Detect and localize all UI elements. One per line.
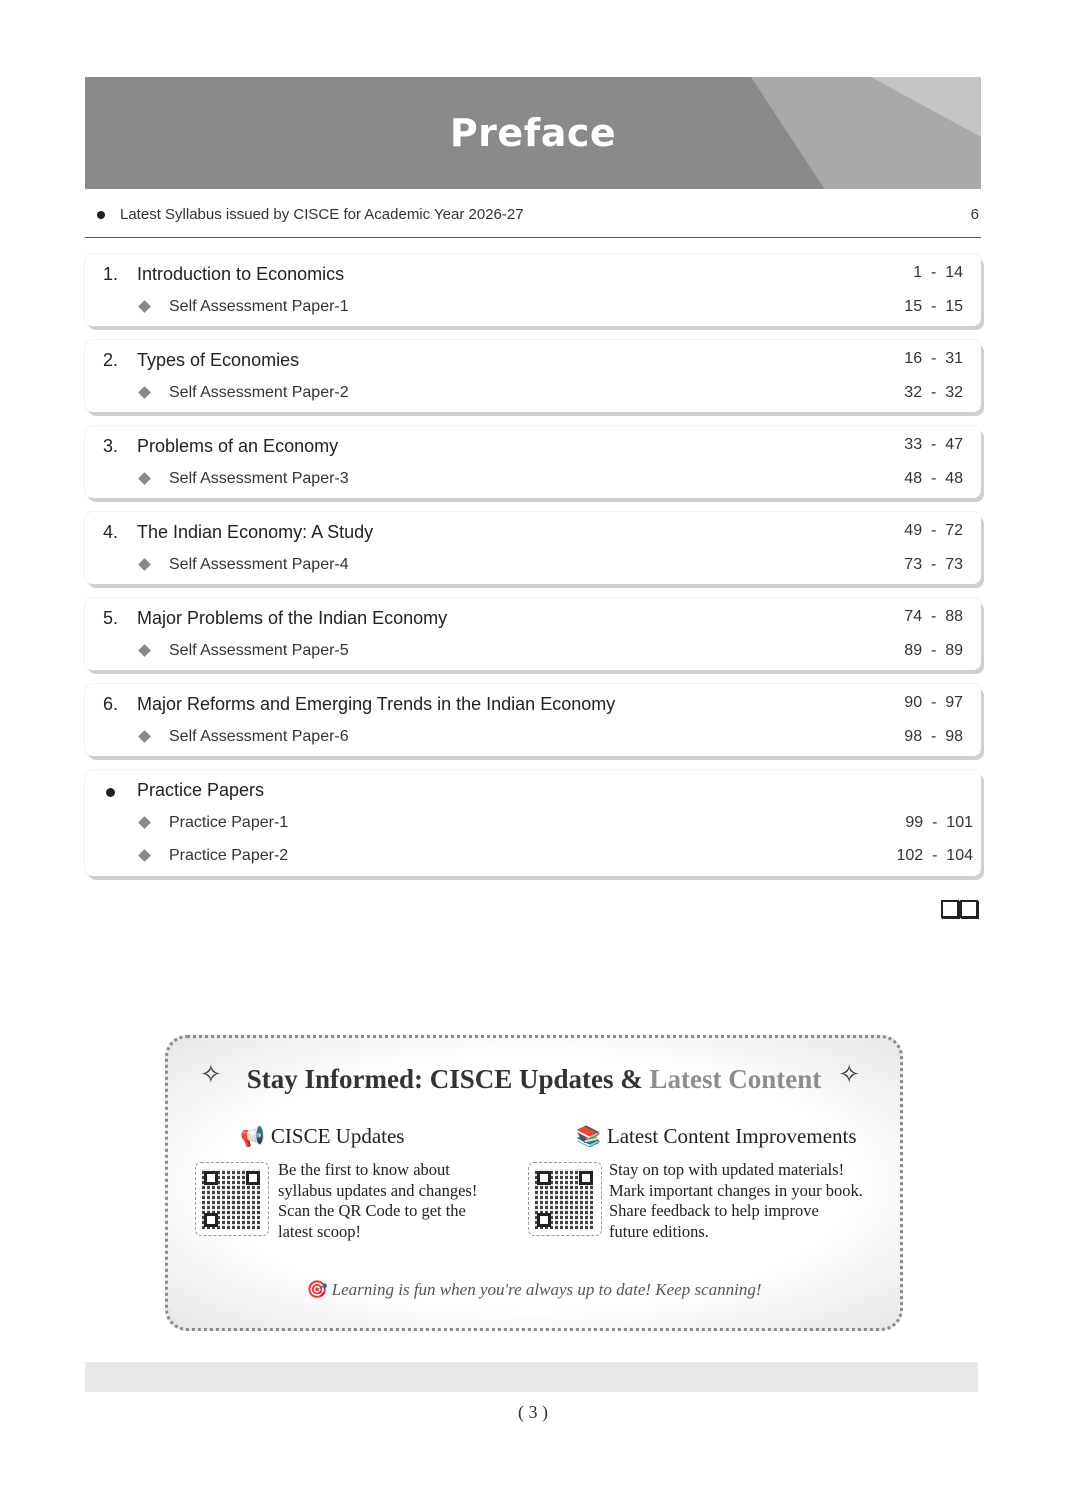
cisce-updates-label: CISCE Updates: [270, 1124, 405, 1148]
info-title-main: Stay Informed: CISCE Updates &: [246, 1064, 650, 1094]
chapter-card-2[interactable]: [85, 340, 981, 412]
assessment-title: Self Assessment Paper-3: [169, 470, 349, 487]
qr-code-latest-content[interactable]: [528, 1162, 602, 1236]
page-title: Preface: [449, 111, 617, 155]
motto-line: [168, 1280, 900, 1300]
assessment-title: Self Assessment Paper-1: [169, 298, 349, 315]
practice-paper-title: Practice Paper-2: [169, 847, 289, 864]
chapter-number: 2.: [103, 350, 119, 370]
assessment-pages: 48 - 48: [904, 470, 963, 487]
chapter-card-1[interactable]: [85, 254, 981, 326]
practice-paper-title: Practice Paper-1: [169, 814, 289, 831]
chapter-number: 6.: [103, 694, 119, 714]
practice-paper-pages: 99 - 101: [905, 814, 973, 831]
diamond-bullet-icon: [138, 849, 151, 862]
info-title-grey: Latest Content: [649, 1064, 822, 1094]
assessment-title: Self Assessment Paper-6: [169, 728, 349, 745]
chapter-title: Major Reforms and Emerging Trends in the Indian Economy: [137, 694, 616, 714]
chapter-title: The Indian Economy: A Study: [137, 522, 374, 542]
latest-content-label: Latest Content Improvements: [606, 1124, 857, 1148]
practice-paper-pages: 102 - 104: [896, 847, 973, 864]
book-stack-icon: 📚: [576, 1126, 601, 1148]
syllabus-label: Latest Syllabus issued by CISCE for Academic Year 2026-27: [120, 206, 524, 223]
practice-papers-card[interactable]: [85, 770, 981, 876]
cisce-updates-heading: [240, 1124, 404, 1149]
chapter-title: Introduction to Economics: [137, 264, 345, 284]
assessment-title: Self Assessment Paper-4: [169, 556, 349, 573]
preface-banner: [85, 77, 981, 189]
diamond-bullet-icon: [138, 644, 151, 657]
chapter-pages: 1 - 14: [913, 264, 963, 281]
chapter-pages: 33 - 47: [904, 436, 963, 453]
updates-info-box: [165, 1035, 903, 1331]
megaphone-icon: 📢: [240, 1126, 265, 1148]
footer-bar: [85, 1362, 978, 1392]
bullet-icon: [106, 788, 115, 797]
text-line: Stay on top with updated materials!: [609, 1160, 845, 1179]
chapter-card-3[interactable]: [85, 426, 981, 498]
syllabus-page: 6: [970, 206, 979, 223]
chapter-number: 4.: [103, 522, 119, 542]
chapter-card-4[interactable]: [85, 512, 981, 584]
chapter-title: Types of Economies: [137, 350, 300, 370]
chapter-title: Major Problems of the Indian Economy: [137, 608, 448, 628]
assessment-pages: 32 - 32: [904, 384, 963, 401]
syllabus-row[interactable]: [85, 199, 981, 238]
diamond-bullet-icon: [138, 816, 151, 829]
chapter-pages: 90 - 97: [904, 694, 963, 711]
text-line: future editions.: [609, 1221, 709, 1241]
chapter-pages: 16 - 31: [904, 350, 963, 367]
assessment-pages: 73 - 73: [904, 556, 963, 573]
chapter-pages: 49 - 72: [904, 522, 963, 539]
cisce-updates-text: [278, 1160, 477, 1242]
chapter-number: 1.: [103, 264, 119, 284]
end-mark-icon: [941, 900, 979, 923]
diamond-bullet-icon: [138, 386, 151, 399]
info-box-title: [168, 1064, 900, 1095]
diamond-bullet-icon: [138, 558, 151, 571]
diamond-bullet-icon: [138, 472, 151, 485]
text-line: Be the first to know about: [278, 1160, 450, 1179]
qr-code-cisce-updates[interactable]: [195, 1162, 269, 1236]
assessment-title: Self Assessment Paper-2: [169, 384, 349, 401]
text-line: Scan the QR Code to get the: [278, 1201, 466, 1220]
chapter-card-6[interactable]: [85, 684, 981, 756]
page-number: ( 3 ): [518, 1402, 548, 1422]
diamond-bullet-icon: [138, 300, 151, 313]
latest-content-heading: [576, 1124, 857, 1149]
chapter-card-5[interactable]: [85, 598, 981, 670]
chapter-title: Problems of an Economy: [137, 436, 339, 456]
assessment-pages: 98 - 98: [904, 728, 963, 745]
diamond-bullet-icon: [138, 730, 151, 743]
text-line: latest scoop!: [278, 1221, 361, 1241]
assessment-title: Self Assessment Paper-5: [169, 642, 349, 659]
text-line: Mark important changes in your book.: [609, 1180, 863, 1200]
chapter-number: 3.: [103, 436, 119, 456]
bullet-icon: [97, 211, 105, 219]
sparkle-icon: ✧: [200, 1060, 222, 1089]
sparkle-icon: ✧: [838, 1060, 860, 1089]
assessment-pages: 89 - 89: [904, 642, 963, 659]
assessment-pages: 15 - 15: [904, 298, 963, 315]
chapter-number: 5.: [103, 608, 119, 628]
chapter-pages: 74 - 88: [904, 608, 963, 625]
practice-section-title: Practice Papers: [137, 780, 265, 800]
motto-text: Learning is fun when you're always up to date! Keep scanning!: [331, 1280, 762, 1299]
text-line: Share feedback to help improve: [609, 1201, 819, 1220]
latest-content-text: [609, 1160, 863, 1242]
target-icon: 🎯: [306, 1280, 328, 1299]
text-line: syllabus updates and changes!: [278, 1180, 478, 1200]
